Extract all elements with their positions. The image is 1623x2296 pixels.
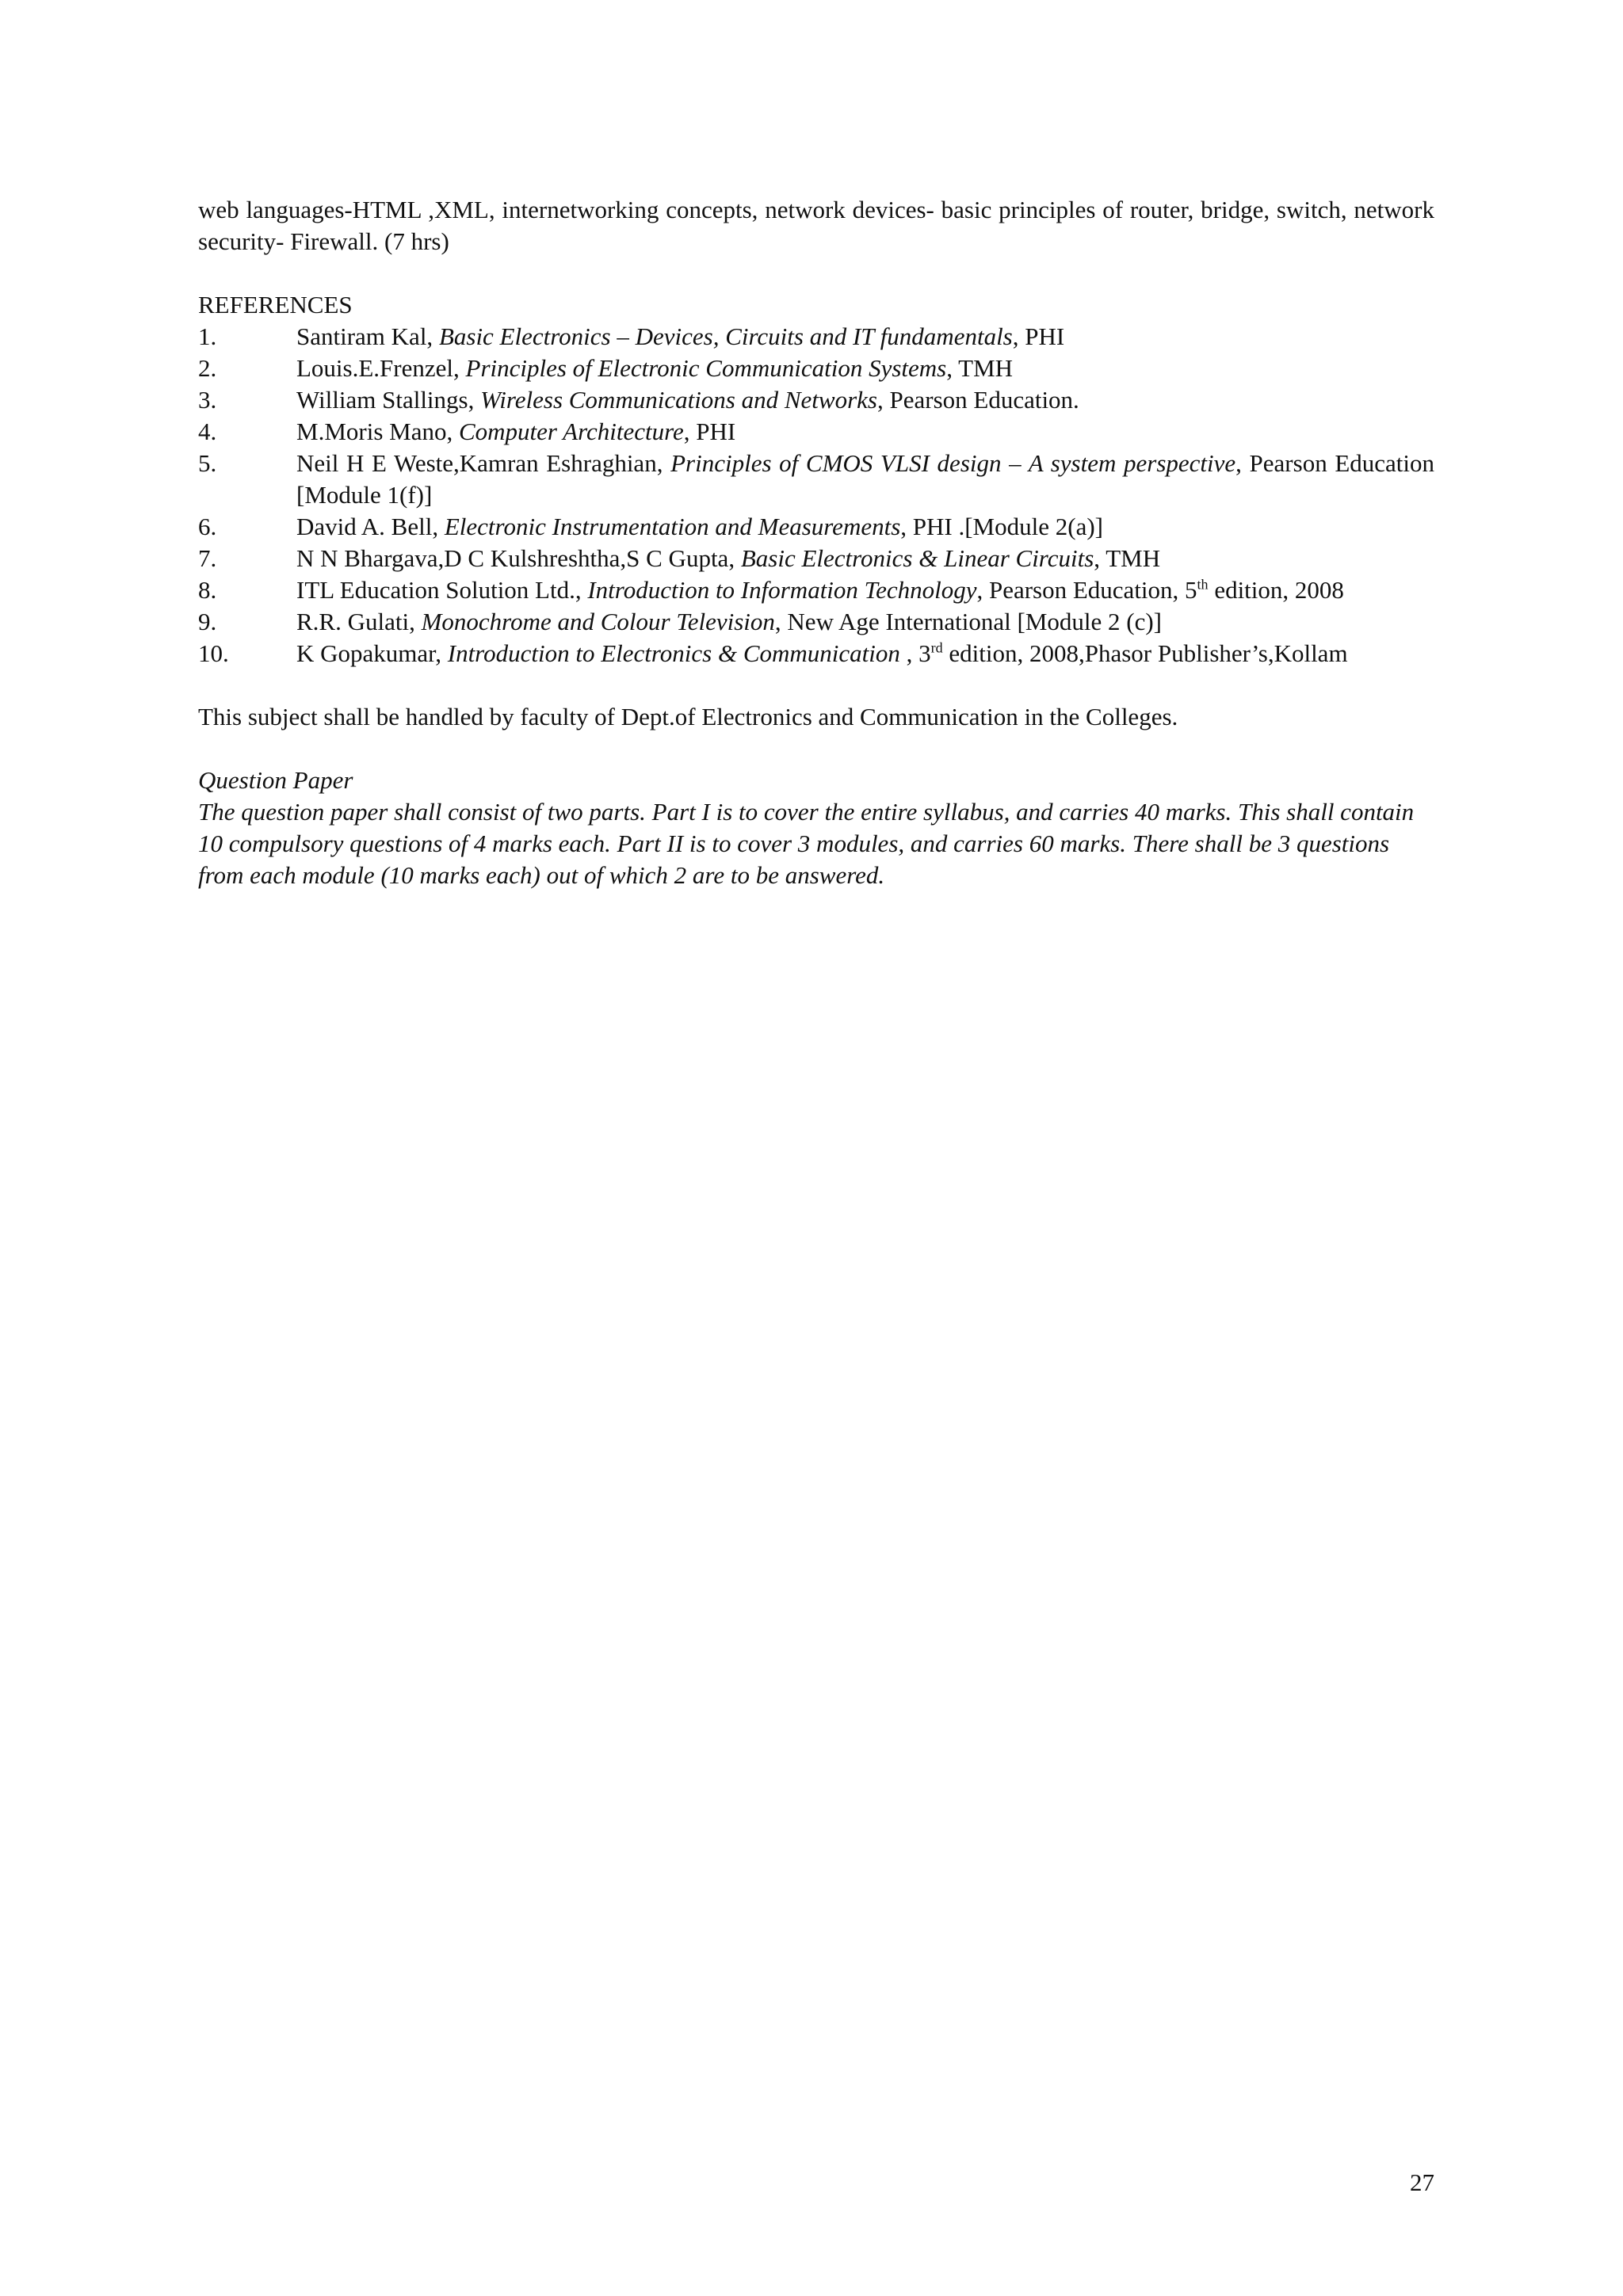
reference-number: 4.	[198, 418, 217, 445]
reference-edition: edition, 2008,Phasor Publisher’s,Kollam	[942, 639, 1348, 667]
reference-author: Louis.E.Frenzel,	[296, 354, 466, 382]
reference-item	[198, 511, 1434, 543]
reference-number: 7.	[198, 544, 217, 572]
question-paper-body: The question paper shall consist of two parts. Part I is to cover the entire syllabus, and carries 40 marks. This shall contain 10 compulsory questions of 4 marks each. Part II is to cover 3 modules, and carries 60 marks. There shall be 3 questions from each module (10 marks each) out of which 2 are to be answered.	[198, 798, 1415, 889]
reference-author: David A. Bell,	[296, 513, 445, 540]
handled-by-note: This subject shall be handled by faculty of Dept.of Electronics and Communication in the Colleges.	[198, 703, 1178, 730]
reference-item	[198, 543, 1434, 574]
reference-item	[198, 606, 1434, 638]
page-number: 27	[1410, 2168, 1434, 2196]
reference-publisher: , PHI .[Module 2(a)]	[900, 513, 1103, 540]
reference-number: 8.	[198, 576, 217, 604]
reference-author: William Stallings,	[296, 386, 481, 414]
reference-title: Wireless Communications and Networks	[480, 386, 877, 414]
reference-author: N N Bhargava,D C Kulshreshtha,S C Gupta,	[296, 544, 741, 572]
ordinal-suffix: th	[1197, 576, 1209, 593]
reference-title: Monochrome and Colour Television	[421, 608, 775, 635]
reference-publisher: , PHI	[1012, 322, 1065, 350]
reference-item	[198, 353, 1434, 384]
reference-author: Neil H E Weste,Kamran Eshraghian,	[296, 449, 671, 477]
reference-title: Principles of Electronic Communication Systems	[465, 354, 947, 382]
reference-publisher: , TMH	[946, 354, 1014, 382]
reference-publisher: , 3	[899, 639, 931, 667]
reference-publisher: , TMH	[1094, 544, 1161, 572]
reference-title: Principles of CMOS VLSI design – A system perspective	[670, 449, 1236, 477]
reference-number: 9.	[198, 608, 217, 635]
reference-title: Basic Electronics & Linear Circuits	[740, 544, 1094, 572]
reference-author: R.R. Gulati,	[296, 608, 422, 635]
references-list	[198, 321, 1434, 669]
reference-item	[198, 416, 1434, 448]
references-heading: REFERENCES	[198, 291, 353, 318]
reference-item	[198, 574, 1434, 606]
reference-author: M.Moris Mano,	[296, 418, 459, 445]
reference-item	[198, 638, 1434, 669]
reference-number: 10.	[198, 639, 229, 667]
reference-title: Introduction to Electronics & Communication	[447, 639, 900, 667]
reference-number: 2.	[198, 354, 217, 382]
reference-title: Computer Architecture	[458, 418, 684, 445]
reference-number: 1.	[198, 322, 217, 350]
reference-item	[198, 448, 1434, 511]
reference-author: ITL Education Solution Ltd.,	[296, 576, 588, 604]
reference-item	[198, 321, 1434, 353]
reference-publisher: , New Age International [Module 2 (c)]	[774, 608, 1163, 635]
reference-publisher: , Pearson Education.	[876, 386, 1079, 414]
reference-title: Introduction to Information Technology	[587, 576, 977, 604]
reference-author: Santiram Kal,	[296, 322, 439, 350]
reference-title: Electronic Instrumentation and Measurements	[444, 513, 901, 540]
reference-item	[198, 384, 1434, 416]
document-page	[198, 194, 1434, 891]
reference-author: K Gopakumar,	[296, 639, 448, 667]
reference-number: 6.	[198, 513, 217, 540]
reference-title: Basic Electronics – Devices, Circuits and IT fundamentals	[438, 322, 1013, 350]
reference-publisher: , Pearson Education, 5	[976, 576, 1197, 604]
question-paper-heading: Question Paper	[198, 766, 353, 794]
intro-paragraph: web languages-HTML ,XML, internetworking concepts, network devices- basic principles of router, bridge, switch, network security- Firewall. (7 hrs)	[198, 196, 1434, 255]
reference-edition: edition, 2008	[1208, 576, 1344, 604]
ordinal-suffix: rd	[930, 639, 943, 656]
reference-number: 5.	[198, 449, 217, 477]
reference-publisher: , Pearson Education [Module 1(f)]	[296, 449, 1435, 509]
reference-number: 3.	[198, 386, 217, 414]
reference-publisher: , PHI	[683, 418, 736, 445]
